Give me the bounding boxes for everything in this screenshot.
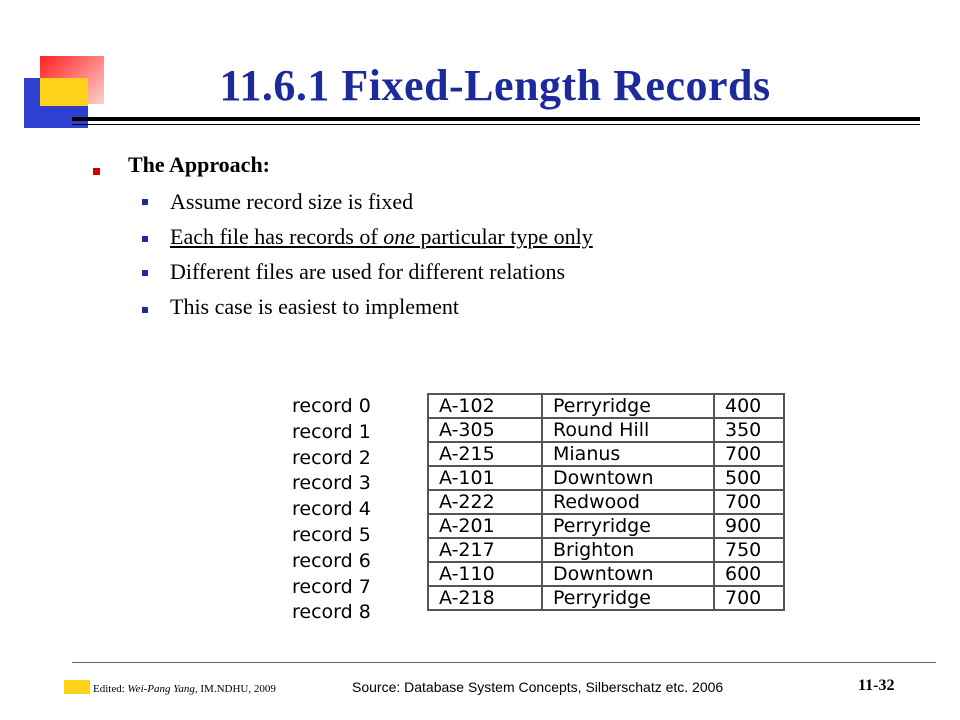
bullet-main: The Approach:: [128, 152, 271, 177]
record-label: record 1: [292, 420, 371, 443]
balance-cell: 700: [714, 490, 784, 514]
records-table: [427, 393, 785, 611]
balance-cell: 500: [714, 466, 784, 490]
table-row: [428, 586, 784, 610]
bullet-square-icon: [142, 236, 148, 242]
slide-title: 11.6.1 Fixed-Length Records: [219, 61, 771, 110]
sub-bullet-2-part4: particular type only: [414, 224, 593, 249]
branch-name-cell: Perryridge: [542, 394, 714, 418]
account-number-cell: A-217: [428, 538, 542, 562]
table-row: [428, 418, 784, 442]
sub-bullet-2-part2: has records of: [248, 224, 384, 249]
account-number-cell: A-305: [428, 418, 542, 442]
record-label: record 7: [292, 575, 371, 598]
balance-cell: 600: [714, 562, 784, 586]
branch-name-cell: Brighton: [542, 538, 714, 562]
table-row: [428, 538, 784, 562]
record-label: record 5: [292, 524, 371, 546]
branch-name-cell: Redwood: [542, 490, 714, 514]
page-number: 11-32: [858, 677, 895, 694]
table-row: [428, 562, 784, 586]
bullet-square-icon: [93, 168, 100, 175]
branch-name-cell: Mianus: [542, 442, 714, 466]
footer-yellow-box: [64, 680, 90, 694]
branch-name-cell: Perryridge: [542, 514, 714, 538]
bullet-square-icon: [142, 199, 148, 205]
branch-name-cell: Round Hill: [542, 418, 714, 442]
footer-edited: [93, 683, 276, 695]
balance-cell: 700: [714, 586, 784, 610]
table-row: [428, 514, 784, 538]
record-label: record 8: [292, 601, 371, 624]
branch-name-cell: Downtown: [542, 562, 714, 586]
footer-edited-prefix: Edited:: [93, 683, 128, 695]
footer-edited-suffix: IM.NDHU, 2009: [197, 683, 276, 695]
balance-cell: 700: [714, 442, 784, 466]
table-row: [428, 466, 784, 490]
record-label: record 2: [292, 446, 371, 469]
table-row: [428, 394, 784, 418]
table-row: [428, 442, 784, 466]
sub-bullet-4: This case is easiest to implement: [170, 294, 459, 319]
balance-cell: 900: [714, 514, 784, 538]
balance-cell: 750: [714, 538, 784, 562]
account-number-cell: A-201: [428, 514, 542, 538]
bullet-square-icon: [142, 270, 148, 276]
title-rule-thin: [72, 124, 920, 125]
footer-source: Source: Database System Concepts, Silberschatz etc. 2006: [352, 679, 724, 695]
balance-cell: 400: [714, 394, 784, 418]
branch-name-cell: Perryridge: [542, 586, 714, 610]
sub-bullet-3: Different files are used for different relations: [170, 259, 566, 284]
title-rule-thick: [72, 117, 920, 121]
sub-bullet-2-part3: one: [383, 224, 415, 249]
account-number-cell: A-102: [428, 394, 542, 418]
footer-rule: [72, 662, 936, 663]
branch-name-cell: Downtown: [542, 466, 714, 490]
account-number-cell: A-218: [428, 586, 542, 610]
record-label: record 4: [292, 498, 371, 521]
sub-bullet-2: [170, 224, 593, 250]
record-label: record 6: [292, 549, 371, 572]
table-row: [428, 490, 784, 514]
record-label: record 3: [292, 472, 371, 495]
footer-edited-author: Wei-Pang Yang,: [127, 683, 198, 695]
account-number-cell: A-110: [428, 562, 542, 586]
bullet-square-icon: [142, 307, 148, 313]
sub-bullet-2-part1: Each file: [170, 224, 249, 249]
balance-cell: 350: [714, 418, 784, 442]
account-number-cell: A-222: [428, 490, 542, 514]
account-number-cell: A-101: [428, 466, 542, 490]
sub-bullet-1: Assume record size is fixed: [170, 189, 414, 214]
record-label: record 0: [292, 395, 371, 417]
account-number-cell: A-215: [428, 442, 542, 466]
